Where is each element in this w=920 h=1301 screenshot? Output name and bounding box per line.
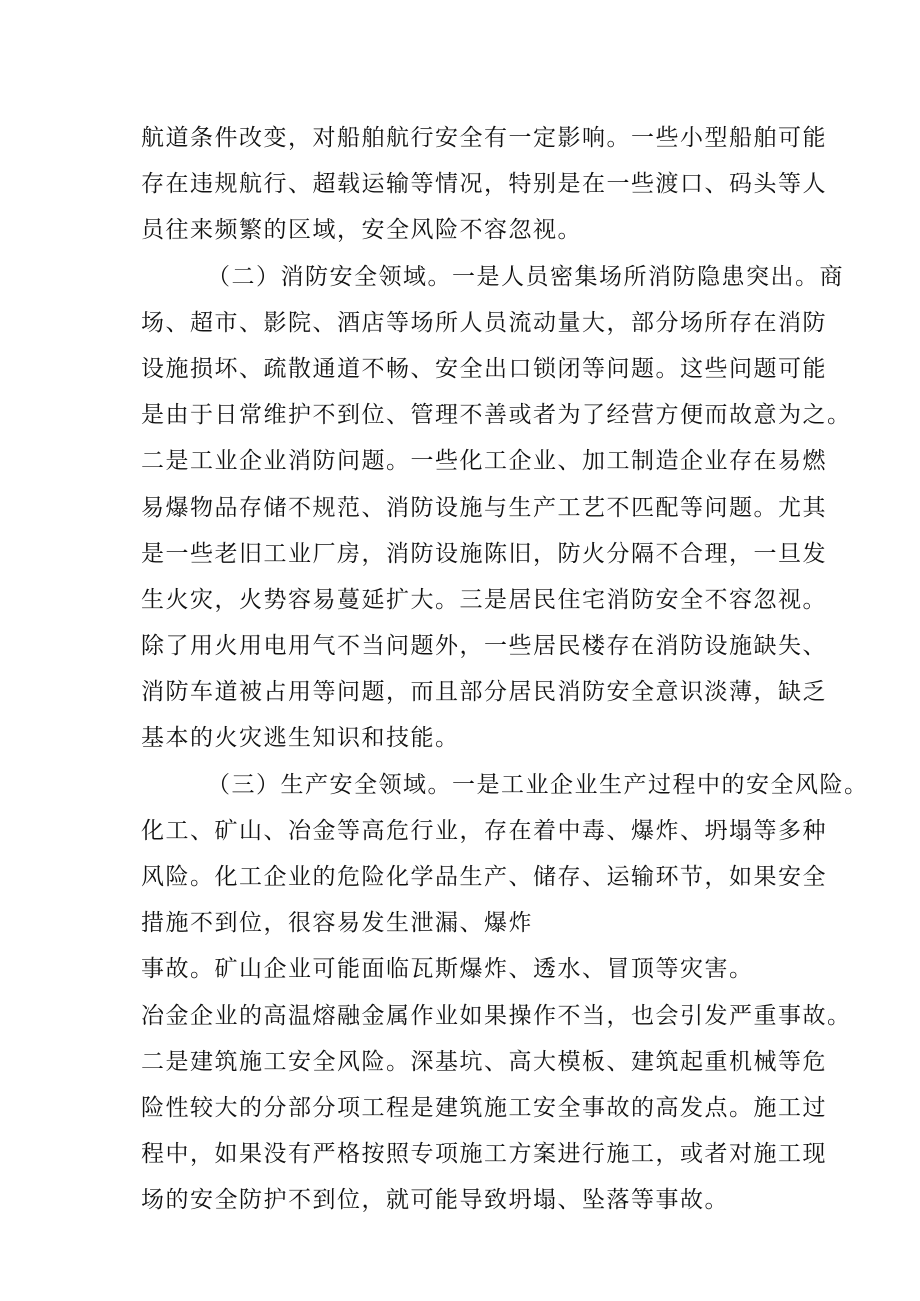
text-line: 场的安全防护不到位，就可能导致坍塌、坠落等事故。 <box>141 1187 729 1214</box>
text-line: 是一些老旧工业厂房，消防设施陈旧，防火分隔不合理，一旦发 <box>141 540 827 567</box>
text-line: 化工、矿山、冶金等高危行业，存在着中毒、爆炸、坍塌等多种 <box>141 817 827 844</box>
text-line: 措施不到位，很容易发生泄漏、爆炸 <box>141 910 533 937</box>
text-line: 场、超市、影院、酒店等场所人员流动量大，部分场所存在消防 <box>141 309 827 336</box>
text-line: 易爆物品存储不规范、消防设施与生产工艺不匹配等问题。尤其 <box>141 494 827 521</box>
text-line: 风险。化工企业的危险化学品生产、储存、运输环节，如果安全 <box>141 864 827 890</box>
text-line: 航道条件改变，对船舶航行安全有一定影响。一些小型船舶可能 <box>141 125 827 151</box>
text-line: 员往来频繁的区域，安全风险不容忽视。 <box>141 217 582 244</box>
text-line: 二是工业企业消防问题。一些化工企业、加工制造企业存在易燃 <box>141 448 827 475</box>
text-line: 消防车道被占用等问题，而且部分居民消防安全意识淡薄，缺乏 <box>141 679 827 706</box>
section-heading-production-safety: （三）生产安全领域。一是工业企业生产过程中的安全风险。 <box>207 771 869 798</box>
text-line: 险性较大的分部分项工程是建筑施工安全事故的高发点。施工过 <box>141 1094 827 1121</box>
text-line: 是由于日常维护不到位、管理不善或者为了经营方便而故意为之。 <box>141 402 852 429</box>
text-line: 程中，如果没有严格按照专项施工方案进行施工，或者对施工现 <box>141 1141 827 1168</box>
section-heading-fire-safety: （二）消防安全领域。一是人员密集场所消防隐患突出。商 <box>207 263 844 290</box>
text-line: 存在违规航行、超载运输等情况，特别是在一些渡口、码头等人 <box>141 171 827 198</box>
text-line: 设施损坏、疏散通道不畅、安全出口锁闭等问题。这些问题可能 <box>141 355 827 382</box>
text-line: 二是建筑施工安全风险。深基坑、高大模板、建筑起重机械等危 <box>141 1048 827 1075</box>
document-body <box>141 115 869 1224</box>
text-line: 基本的火灾逃生知识和技能。 <box>141 725 460 752</box>
text-line: 除了用火用电用气不当问题外，一些居民楼存在消防设施缺失、 <box>141 633 827 660</box>
text-line: 事故。矿山企业可能面临瓦斯爆炸、透水、冒顶等灾害。 <box>141 956 754 983</box>
text-line: 冶金企业的高温熔融金属作业如果操作不当，也会引发严重事故。 <box>141 1002 852 1029</box>
text-line: 生火灾，火势容易蔓延扩大。三是居民住宅消防安全不容忽视。 <box>141 586 827 613</box>
